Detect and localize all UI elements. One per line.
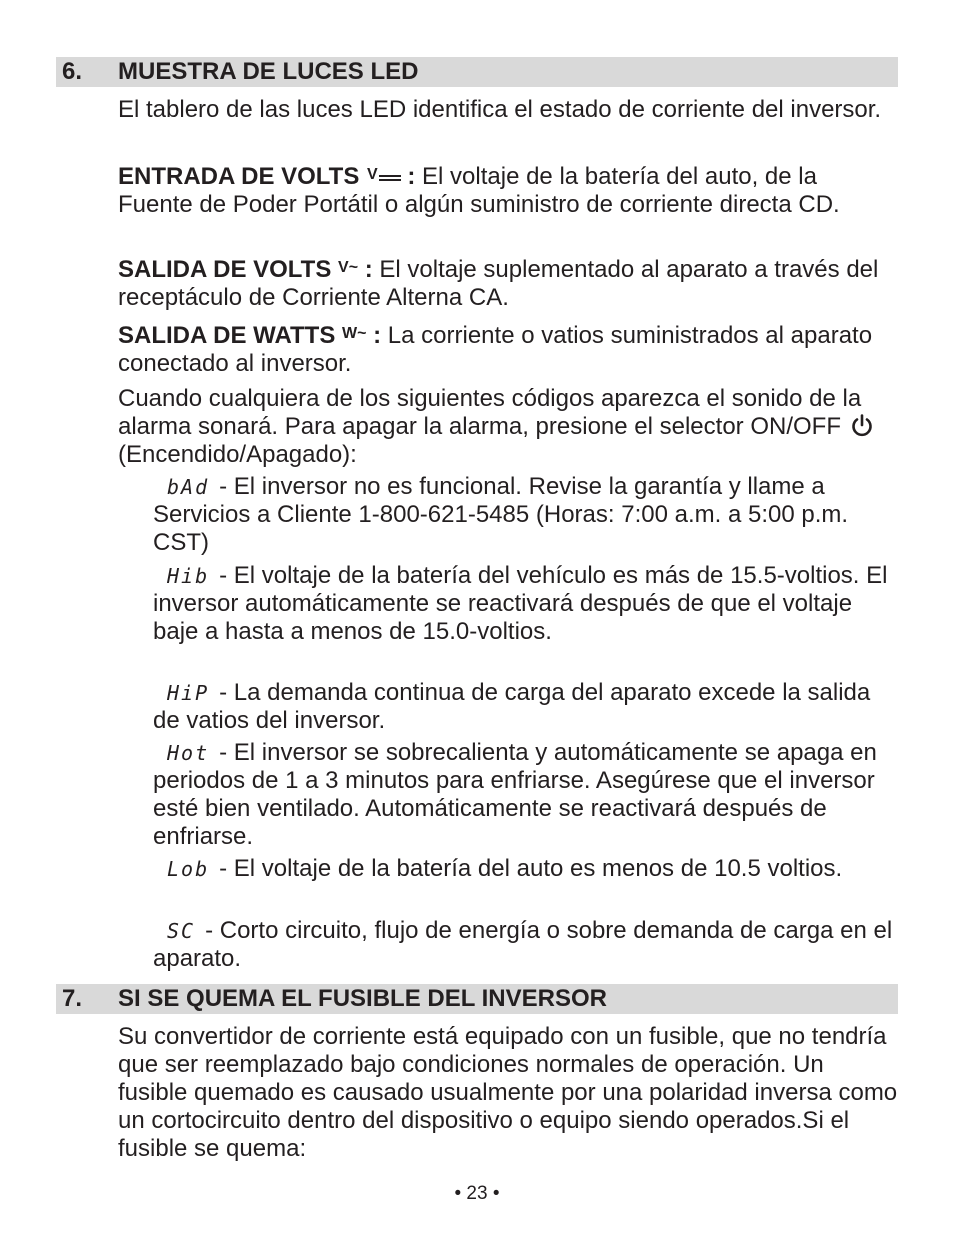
power-icon	[850, 414, 874, 438]
code-item-hip	[153, 679, 898, 735]
code-description: - El voltaje de la batería del vehículo es más de 15.5-voltios. El inversor automáticamente se reactivará después de que el voltaje baje a hasta a menos de 15.0-voltios.	[153, 562, 888, 645]
lcd-code: bAd	[167, 475, 210, 499]
page-number: • 23 •	[454, 1183, 500, 1204]
code-description: - La demanda continua de carga del aparato excede la salida de vatios del inversor.	[153, 679, 871, 734]
dc-volts-symbol-icon: V	[366, 161, 401, 191]
lcd-code: Hib	[167, 564, 210, 588]
code-item-hib	[153, 562, 898, 646]
lcd-code: HiP	[167, 681, 210, 705]
watts-out-label: SALIDA DE WATTS	[118, 322, 336, 349]
alarm-text-after: (Encendido/Apagado):	[118, 441, 357, 468]
ac-watts-symbol-icon: W~	[342, 325, 367, 342]
volts-out-paragraph	[118, 254, 898, 312]
section-header-6	[56, 57, 898, 87]
section-header-7	[56, 984, 898, 1014]
fuse-paragraph: Su convertidor de corriente está equipado con un fusible, que no tendría que ser reemplazado bajo condiciones normales de operación. Un fusible quemado es causado usualmente por una polaridad inversa como un cortocircuito dentro del dispositivo o equipo siendo operados.Si el fusible se quema:	[118, 1023, 898, 1162]
volts-in-colon: :	[407, 163, 416, 190]
volts-out-colon: :	[364, 256, 373, 283]
volts-out-label: SALIDA DE VOLTS	[118, 256, 332, 283]
ac-volts-symbol-icon: V~	[338, 259, 359, 276]
code-item-sc	[153, 917, 898, 973]
section-title: SI SE QUEMA EL FUSIBLE DEL INVERSOR	[118, 985, 607, 1012]
section-title: MUESTRA DE LUCES LED	[118, 58, 419, 85]
code-description: - El inversor no es funcional. Revise la garantía y llame a Servicios a Cliente 1-800-621-5485 (Horas: 7:00 a.m. a 5:00 p.m. CST)	[153, 473, 849, 556]
intro-paragraph: El tablero de las luces LED identifica el estado de corriente del inversor.	[118, 96, 882, 123]
code-description: - Corto circuito, flujo de energía o sobre demanda de carga en el aparato.	[153, 917, 893, 972]
watts-out-colon: :	[373, 322, 382, 349]
volts-in-paragraph	[118, 161, 898, 219]
volts-in-text: El voltaje de la batería del auto, de la Fuente de Poder Portátil o algún suministro de corriente directa CD.	[118, 163, 840, 218]
lcd-code: SC	[167, 919, 196, 943]
lcd-code: Hot	[167, 741, 210, 765]
code-item-hot	[153, 739, 898, 851]
code-item-bad	[153, 473, 898, 557]
volts-out-text: El voltaje suplementado al aparato a través del receptáculo de Corriente Alterna CA.	[118, 256, 879, 311]
volts-in-label: ENTRADA DE VOLTS	[118, 163, 360, 190]
alarm-text-before: Cuando cualquiera de los siguientes códigos aparezca el sonido de la alarma sonará. Para apagar la alarma, presione el selector ON/OFF	[118, 385, 862, 440]
code-description: - El voltaje de la batería del auto es menos de 10.5 voltios.	[219, 855, 843, 882]
alarm-paragraph	[118, 385, 898, 469]
lcd-code: Lob	[167, 857, 210, 881]
watts-out-text: La corriente o vatios suministrados al aparato conectado al inversor.	[118, 322, 873, 377]
watts-out-paragraph	[118, 320, 898, 378]
code-item-lob	[153, 855, 898, 883]
section-number: 6.	[62, 58, 83, 85]
code-description: - El inversor se sobrecalienta y automáticamente se apaga en periodos de 1 a 3 minutos para enfriarse. Asegúrese que el inversor esté bien ventilado. Automáticamente se reactivará después de enfriarse.	[153, 739, 877, 850]
section-number: 7.	[62, 985, 83, 1012]
